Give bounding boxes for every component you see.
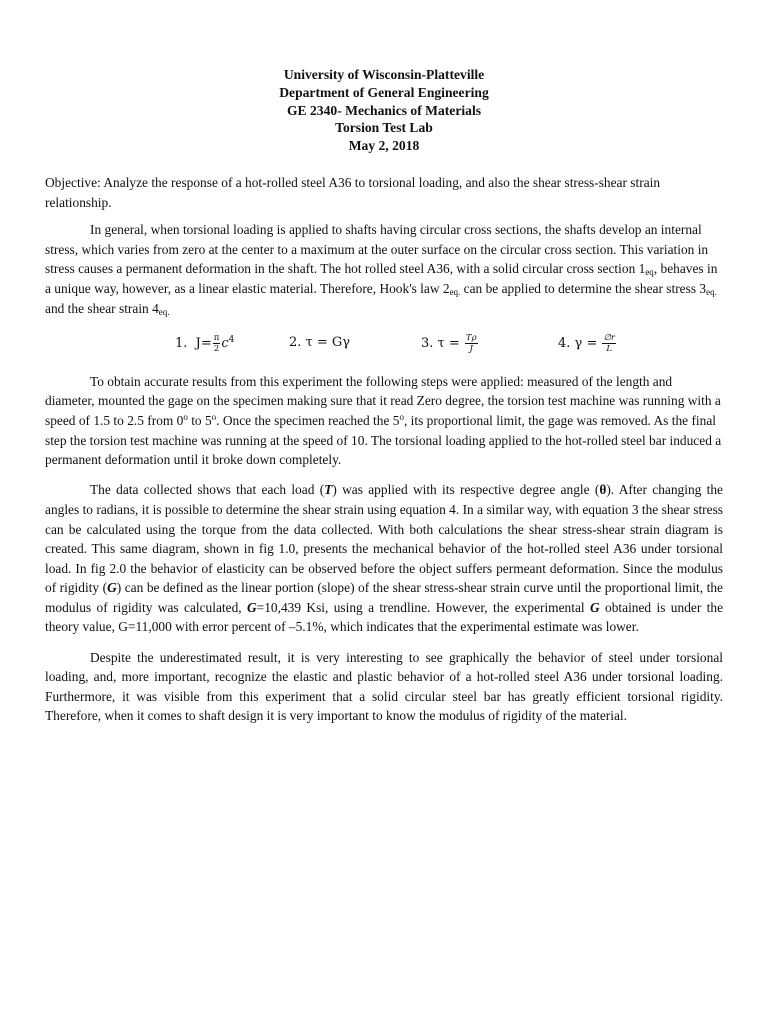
- analysis-text-2: ) was applied with its respective degree angle (: [332, 482, 600, 498]
- eq1-lhs: J=: [195, 335, 212, 351]
- eq1-number: 1.: [175, 335, 188, 351]
- eq-ref-2: eq.: [449, 286, 461, 297]
- analysis-text-5: =10,439 Ksi, using a trendline. However, the experimental: [256, 599, 590, 615]
- eq-ref-4: eq.: [158, 306, 170, 317]
- equation-shear-strain: [558, 333, 617, 354]
- eq3-lhs: 3. τ =: [421, 335, 460, 351]
- intro-text-1: In general, when torsional loading is applied to shafts having circular cross sections, the shafts develop an internal stress, which varies from zero at the center to a maximum at the outer surface on the circular cross section. This variation in stress causes a permanent deformation in the shaft. The hot rolled steel A36, with a solid circular cross section 1: [45, 222, 709, 277]
- eq1-denominator: 2: [213, 343, 220, 354]
- analysis-text-1: The data collected shows that each load (: [90, 482, 325, 498]
- eq1-exponent: 4: [228, 334, 235, 345]
- eq4-fraction: [602, 333, 615, 354]
- degree-mark-3: o: [399, 411, 404, 422]
- theta-symbol: θ: [599, 482, 607, 498]
- university-name: University of Wisconsin-Platteville: [283, 67, 485, 82]
- rigidity-symbol-3: G: [589, 599, 600, 615]
- equation-shear-stress: [421, 333, 479, 354]
- analysis-text-6: obtained is under the theory value, G=11,000 with error percent of –5.1%, which indicates that the experimental estimate was lower.: [45, 599, 724, 635]
- procedure-text-1: To obtain accurate results from this experiment the following steps were applied: measured of the length and diameter, mounted the gage on the specimen making sure that it read Zero degree, the torsion test machine was running with a speed of 1.5 to 2.5 from 0: [45, 373, 721, 428]
- procedure-paragraph: [45, 372, 723, 470]
- degree-mark-2: o: [211, 411, 217, 422]
- document-body: [45, 173, 723, 737]
- rigidity-symbol-1: G: [107, 580, 117, 596]
- equation-polar-moment: [175, 333, 234, 354]
- intro-text-2: , behaves in a unique way, however, as a linear elastic material. Therefore, Hook's law 2: [45, 261, 718, 296]
- torque-symbol: T: [324, 482, 333, 498]
- eq4-numerator: ∅r: [603, 332, 615, 343]
- eq3-denominator: J: [469, 343, 473, 354]
- objective-paragraph: Objective: Analyze the response of a hot-rolled steel A36 to torsional loading, and also the shear stress-shear strain relationship.: [45, 175, 661, 210]
- intro-text-4: and the shear strain 4: [45, 300, 159, 316]
- analysis-text-3: ). After changing the angles to radians, it is possible to determine the shear strain using equation 4. In a similar way, with equation 3 the shear stress can be calculated using the torque from the data collected. With both calculations the shear stress-shear strain diagram is created. This same diagram, shown in fig 1.0, presents the mechanical behavior of the hot-rolled steel A36 under torsional load. In fig 2.0 the behavior of elasticity can be observed before the object suffers permeant deformation. Since the modulus of rigidity (: [45, 482, 723, 596]
- procedure-text-4: , its proportional limit, the gage was removed. As the final step the torsion test machine was running at the speed of 10. The torsional loading applied to the hot-rolled steel bar induced a permanent deformation until it broke down completely.: [45, 412, 722, 468]
- procedure-text-3: . Once the specimen reached the 5: [216, 412, 400, 428]
- eq-ref-1: eq: [645, 267, 654, 278]
- eq1-variable: c: [221, 335, 229, 351]
- department-name: Department of General Engineering: [279, 84, 489, 100]
- rigidity-symbol-2: G: [247, 599, 257, 615]
- equation-hooke-law: 2. τ = Gγ: [289, 334, 351, 350]
- eq4-lhs: 4. γ =: [558, 335, 598, 351]
- eq1-fraction: [213, 333, 221, 354]
- degree-mark-1: o: [183, 411, 188, 422]
- analysis-paragraph: [45, 480, 723, 637]
- eq3-fraction: [465, 333, 478, 354]
- lab-date: May 2, 2018: [348, 138, 420, 154]
- intro-text-3: can be applied to determine the shear stress 3: [460, 280, 707, 296]
- intro-paragraph: [45, 220, 723, 318]
- eq-ref-3: eq.: [706, 286, 717, 297]
- course-title: GE 2340- Mechanics of Materials: [286, 102, 482, 118]
- analysis-text-4: ) can be defined as the linear portion (slope) of the shear stress-shear strain curve until the proportional limit, the modulus of rigidity was calculated,: [45, 580, 723, 615]
- eq3-numerator: Tρ: [465, 332, 477, 343]
- lab-title: Torsion Test Lab: [335, 120, 433, 136]
- eq1-numerator: π: [213, 332, 220, 343]
- equations-row: [45, 329, 723, 365]
- procedure-text-2: to 5: [187, 412, 212, 428]
- document-header: [0, 66, 768, 155]
- conclusion-paragraph: Despite the underestimated result, it is very interesting to see graphically the behavior of steel under torsional loading, and, more important, recognize the elastic and plastic behavior of a hot-rolled steel A36 under torsional loading. Furthermore, it was visible from this experiment that a solid circular steel bar has greatly efficient torsional rigidity. Therefore, when it comes to shaft design it is very important to know the modulus of rigidity of the material.: [45, 649, 723, 724]
- eq4-denominator: L: [606, 343, 613, 354]
